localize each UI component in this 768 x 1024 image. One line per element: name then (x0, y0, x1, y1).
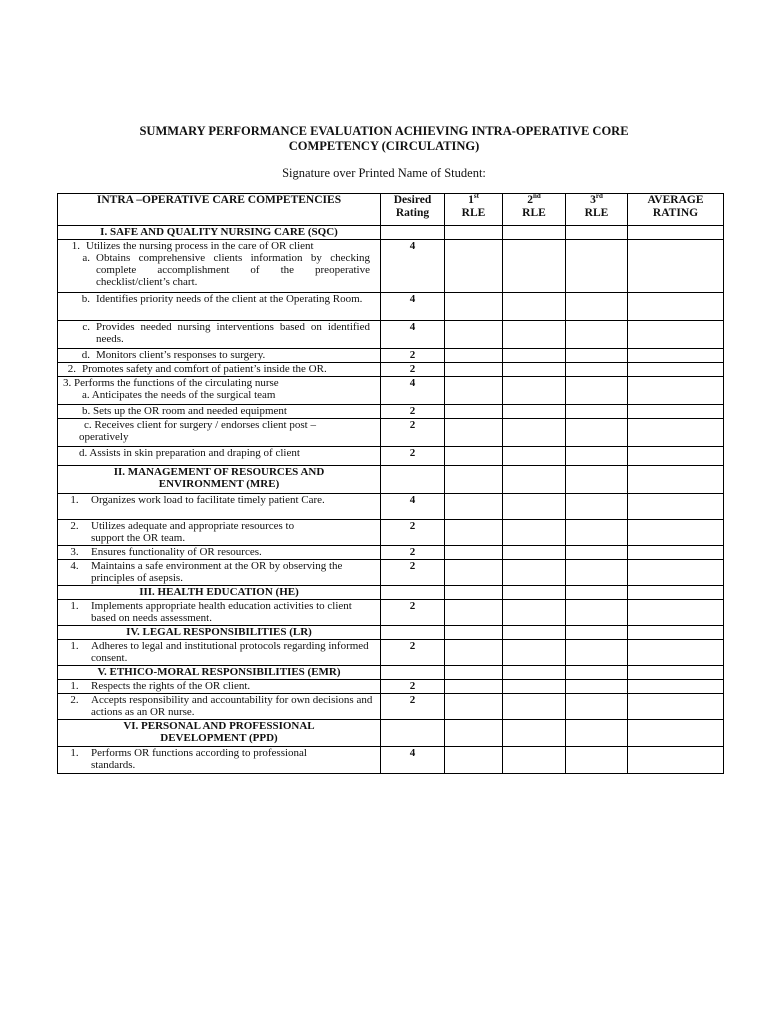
table-row: c. Receives client for surgery / endorses client post – operatively 2 (58, 419, 724, 447)
desired-rating: 4 (381, 321, 445, 349)
section-title: I. SAFE AND QUALITY NURSING CARE (SQC) (58, 226, 381, 240)
desired-rating: 2 (381, 600, 445, 626)
section-row-emr (58, 666, 724, 680)
header-desired-rating: Desired Rating (381, 194, 445, 226)
desired-rating: 2 (381, 694, 445, 720)
table-row: 1. Organizes work load to facilitate timely patient Care. 4 (58, 494, 724, 520)
section-row-sqc (58, 226, 724, 240)
desired-rating: 2 (381, 447, 445, 466)
table-row: b. Sets up the OR room and needed equipment 2 (58, 405, 724, 419)
header-competencies: INTRA –OPERATIVE CARE COMPETENCIES (58, 194, 381, 226)
section-row-mre (58, 466, 724, 494)
header-rle-2: 2nd RLE (503, 194, 566, 226)
desired-rating: 4 (381, 747, 445, 774)
table-row: 3. Ensures functionality of OR resources. 2 (58, 546, 724, 560)
evaluation-table (57, 193, 724, 774)
desired-rating: 4 (381, 494, 445, 520)
section-title: VI. PERSONAL AND PROFESSIONAL DEVELOPMENT (PPD) (58, 720, 381, 747)
title-line-2: COMPETENCY (CIRCULATING) (288, 139, 480, 153)
table-row: c. Provides needed nursing interventions based on identified needs. 4 (58, 321, 724, 349)
table-row: b. Identifies priority needs of the client at the Operating Room. 4 (58, 293, 724, 321)
header-rle-3: 3rd RLE (566, 194, 628, 226)
desired-rating: 4 (381, 240, 445, 293)
desired-rating: 4 (381, 377, 445, 405)
desired-rating: 4 (381, 293, 445, 321)
table-row: 4. Maintains a safe environment at the OR by observing the principles of asepsis. 2 (58, 560, 724, 586)
section-row-lr (58, 626, 724, 640)
table-row: 1. Performs OR functions according to professional standards. 4 (58, 747, 724, 774)
header-rle-1: 1st RLE (445, 194, 503, 226)
desired-rating: 2 (381, 405, 445, 419)
table-row: 1. Utilizes the nursing process in the care of OR client a. Obtains comprehensive clients information by checking complete accomplishment of the preoperative checklist/client’s chart. 4 (58, 240, 724, 293)
desired-rating: 2 (381, 560, 445, 586)
header-average-rating: AVERAGE RATING (628, 194, 724, 226)
table-row: d. Monitors client’s responses to surgery. 2 (58, 349, 724, 363)
desired-rating: 2 (381, 363, 445, 377)
desired-rating: 2 (381, 520, 445, 546)
table-row: 3. Performs the functions of the circulating nurse a. Anticipates the needs of the surgical team 4 (58, 377, 724, 405)
section-row-ppd (58, 720, 724, 747)
table-row: 2. Utilizes adequate and appropriate resources to support the OR team. 2 (58, 520, 724, 546)
document-title (0, 124, 768, 154)
section-row-he (58, 586, 724, 600)
section-title: III. HEALTH EDUCATION (HE) (58, 586, 381, 600)
section-title: V. ETHICO-MORAL RESPONSIBILITIES (EMR) (58, 666, 381, 680)
table-row: 1. Implements appropriate health education activities to client based on needs assessment. 2 (58, 600, 724, 626)
table-row: 2. Promotes safety and comfort of patient’s inside the OR. 2 (58, 363, 724, 377)
desired-rating: 2 (381, 680, 445, 694)
table-row: 1. Adheres to legal and institutional protocols regarding informed consent. 2 (58, 640, 724, 666)
table-row: d. Assists in skin preparation and draping of client 2 (58, 447, 724, 466)
signature-label: Signature over Printed Name of Student: (282, 166, 486, 180)
desired-rating: 2 (381, 419, 445, 447)
desired-rating: 2 (381, 349, 445, 363)
desired-rating: 2 (381, 640, 445, 666)
title-line-1: SUMMARY PERFORMANCE EVALUATION ACHIEVING INTRA-OPERATIVE CORE (139, 124, 629, 138)
desired-rating: 2 (381, 546, 445, 560)
section-title: II. MANAGEMENT OF RESOURCES AND ENVIRONMENT (MRE) (58, 466, 381, 494)
table-row: 2. Accepts responsibility and accountability for own decisions and actions as an OR nurse. 2 (58, 694, 724, 720)
header-row (58, 194, 724, 226)
table-row: 1. Respects the rights of the OR client. 2 (58, 680, 724, 694)
section-title: IV. LEGAL RESPONSIBILITIES (LR) (58, 626, 381, 640)
